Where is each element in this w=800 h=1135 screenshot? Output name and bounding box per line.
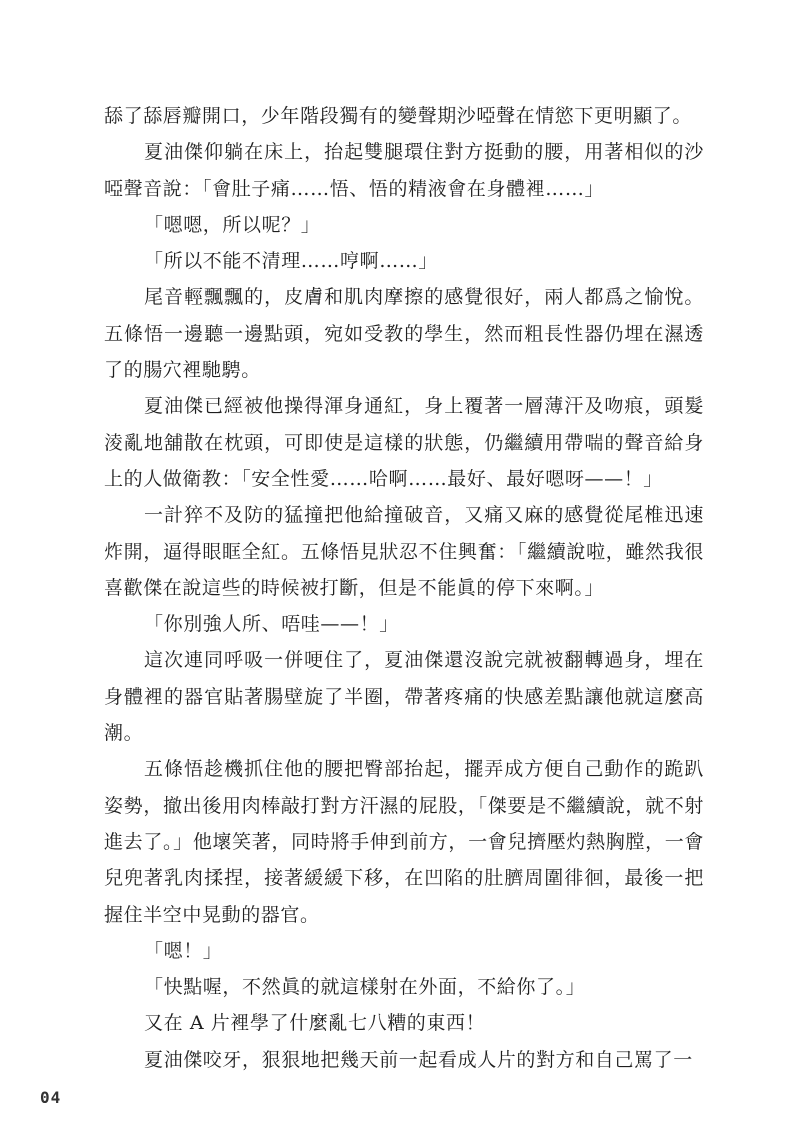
paragraph-8: 「你別強人所、唔哇——！」 — [144, 613, 399, 636]
paragraph-13: 又在 A 片裡學了什麼亂七八糟的東西！ — [144, 1012, 486, 1035]
paragraph-4: 「所以不能不清理……哼啊……」 — [144, 250, 439, 273]
body-text — [104, 98, 704, 1078]
page-number: 04 — [40, 1088, 62, 1107]
paragraph-9: 這次連同呼吸一併哽住了，夏油傑還沒說完就被翻轉過身，埋在身體裡的器官貼著腸壁旋了半圈，帶著疼痛的快感差點讓他就這麼高潮。 — [104, 649, 704, 745]
paragraph-7: 一計猝不及防的猛撞把他給撞破音，又痛又麻的感覺從尾椎迅速炸開，逼得眼眶全紅。五條悟見狀忍不住興奮：「繼續說啦，雖然我很喜歡傑在說這些的時候被打斷，但是不能眞的停下來啊。」 — [104, 504, 704, 599]
paragraph-14: 夏油傑咬牙，狠狠地把幾天前一起看成人片的對方和自己罵了一 — [144, 1048, 693, 1071]
paragraph-2: 夏油傑仰躺在床上，抬起雙腿環住對方挺動的腰，用著相似的沙啞聲音說：「會肚子痛……悟、悟的精液會在身體裡……」 — [104, 141, 704, 200]
paragraph-6: 夏油傑已經被他操得渾身通紅，身上覆著一層薄汗及吻痕，頭髮淩亂地舖散在枕頭，可即使是這樣的狀態，仍繼續用帶喘的聲音給身上的人做衛教：「安全性愛……哈啊……最好、最好嗯呀——！」 — [104, 395, 704, 490]
paragraph-10: 五條悟趁機抓住他的腰把臀部抬起，擺弄成方便自己動作的跪趴姿勢，撤出後用肉棒敲打對方汗濕的屁股，「傑要是不繼續說，就不射進去了。」他壞笑著，同時將手伸到前方，一會兒擠壓灼熱胸膛，一會兒兜著乳肉揉捏，接著緩緩下移，在凹陷的肚臍周圍徘徊，最後一把握住半空中晃動的器官。 — [104, 758, 704, 926]
paragraph-5: 尾音輕飄飄的，皮膚和肌肉摩擦的感覺很好，兩人都爲之愉悅。五條悟一邊聽一邊點頭，宛如受教的學生，然而粗長性器仍埋在濕透了的腸穴裡馳騁。 — [104, 286, 704, 382]
paragraph-11: 「嗯！」 — [144, 939, 223, 962]
paragraph-3: 「嗯嗯，所以呢？」 — [144, 213, 321, 236]
paragraph-1: 舔了舔唇瓣開口，少年階段獨有的變聲期沙啞聲在情慾下更明顯了。 — [104, 105, 693, 127]
paragraph-12: 「快點喔，不然眞的就這樣射在外面，不給你了。」 — [144, 976, 586, 999]
